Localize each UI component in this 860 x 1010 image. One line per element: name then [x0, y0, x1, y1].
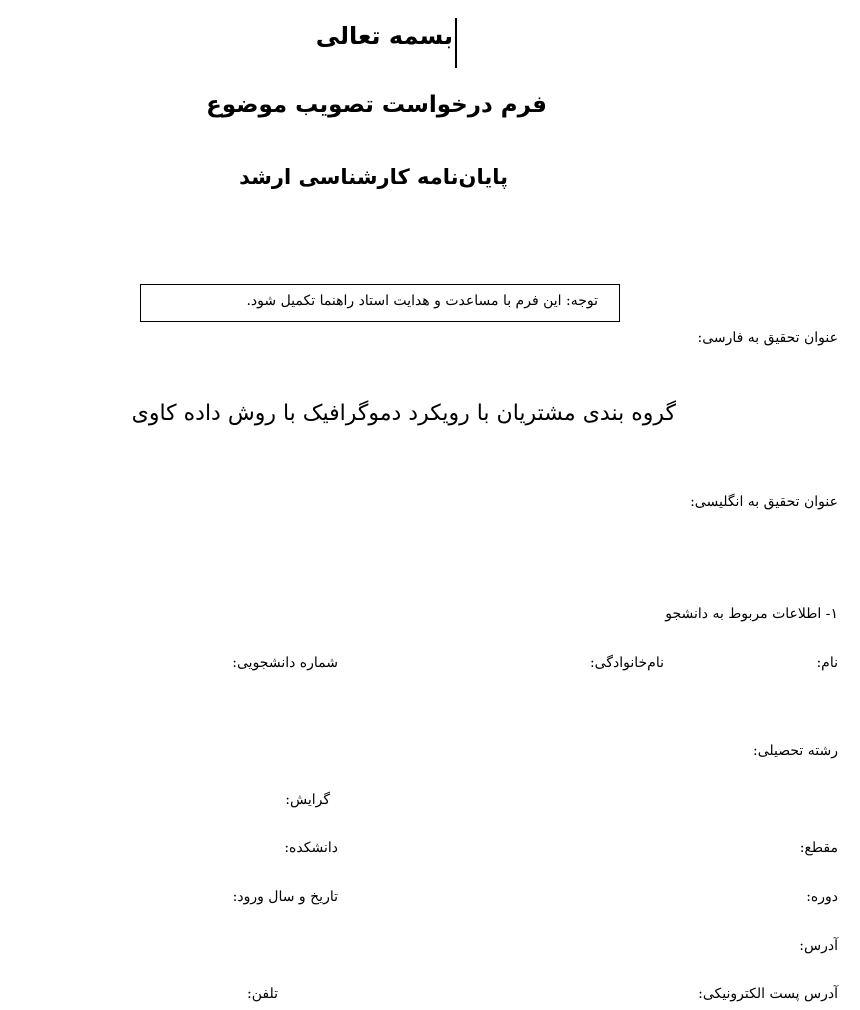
form-title: فرم درخواست تصویب موضوع — [206, 92, 547, 118]
student-number-label: شماره دانشجویی: — [232, 655, 338, 671]
major-label: رشته تحصیلی: — [753, 743, 838, 759]
student-section-heading: ۱- اطلاعات مربوط به دانشجو — [665, 606, 838, 622]
english-title-label: عنوان تحقیق به انگلیسی: — [690, 494, 838, 510]
address-label: آدرس: — [799, 938, 838, 954]
period-label: دوره: — [806, 889, 838, 905]
bismillah-heading: بسمه تعالی — [315, 22, 453, 50]
phone-label: تلفن: — [247, 986, 278, 1002]
notice-text: توجه: این فرم با مساعدت و هدایت استاد راهنما تکمیل شود. — [246, 293, 598, 309]
orientation-label: گرایش: — [285, 792, 330, 808]
degree-title: پایان‌نامه کارشناسی ارشد — [239, 165, 508, 189]
persian-title-label: عنوان تحقیق به فارسی: — [697, 330, 838, 346]
degree-level-label: مقطع: — [799, 840, 838, 856]
name-label: نام: — [816, 655, 838, 671]
entry-date-label: تاریخ و سال ورود: — [232, 889, 338, 905]
family-name-label: نام‌خانوادگی: — [589, 655, 664, 671]
text-cursor — [455, 18, 457, 68]
faculty-label: دانشکده: — [284, 840, 338, 856]
persian-title-value[interactable]: گروه بندی مشتریان با رویکرد دموگرافیک با روش داده کاوی — [131, 401, 676, 426]
email-label: آدرس پست الکترونیکی: — [698, 986, 838, 1002]
